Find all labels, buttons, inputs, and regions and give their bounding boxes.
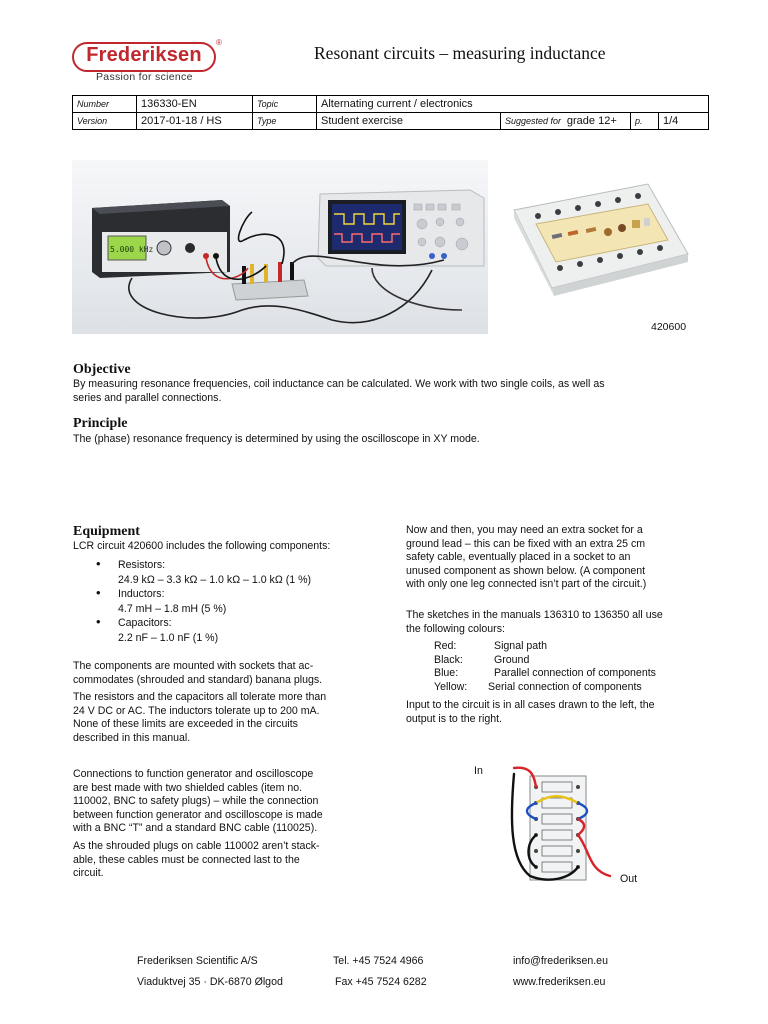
colour-meaning: Serial connection of components	[488, 680, 642, 693]
colour-name: Red:	[434, 640, 457, 652]
colour-name: Blue:	[434, 667, 459, 679]
direction-paragraph	[406, 699, 655, 726]
objective-line: series and parallel connections.	[73, 391, 222, 404]
tolerance-paragraph	[73, 691, 326, 745]
topic-label: Topic	[253, 96, 317, 113]
oscilloscope	[318, 190, 484, 266]
objective-text	[73, 378, 605, 405]
footer-fax: Fax +45 7524 6282	[335, 976, 427, 988]
list-item: • Capacitors:	[96, 616, 311, 631]
suggested-label: Suggested for	[505, 116, 562, 126]
footer-website[interactable]: www.frederiksen.eu	[513, 976, 606, 988]
version-label: Version	[73, 113, 137, 130]
colour-row	[406, 667, 656, 681]
info-row-2	[73, 113, 709, 130]
document-info-table	[72, 95, 709, 130]
document-title: Resonant circuits – measuring inductance	[314, 43, 606, 63]
text-line: The components are mounted with sockets that ac-	[73, 660, 314, 672]
colour-meaning: Parallel connection of components	[494, 667, 656, 679]
colours-intro	[406, 609, 663, 636]
principle-text: The (phase) resonance frequency is determined by using the oscilloscope in XY mode.	[73, 433, 480, 445]
text-line: circuit.	[73, 867, 104, 879]
output-label: Out	[620, 873, 638, 885]
text-line: 24 V DC or AC. The inductors tolerate up to 200 mA.	[73, 704, 320, 717]
colour-legend	[406, 640, 656, 694]
colour-row	[406, 640, 656, 654]
logo-registered-mark: ®	[216, 38, 222, 47]
display-reading: 5.000 kHz	[110, 245, 154, 254]
text-line: ground lead – this can be fixed with an extra 25 cm	[406, 537, 646, 550]
footer-tel: Tel. +45 7524 4966	[333, 955, 424, 967]
colour-name: Yellow:	[434, 680, 468, 693]
text-line: with only one leg connected isn’t part of the circuit.)	[406, 578, 647, 590]
text-line: able, these cables must be connected last to the	[73, 853, 300, 866]
sketch-board	[530, 776, 586, 880]
text-line: As the shrouded plugs on cable 110002 aren’t stack-	[73, 840, 320, 852]
equipment-intro: LCR circuit 420600 includes the following components:	[73, 540, 331, 552]
text-line: between function generator and oscilloscope is made	[73, 808, 323, 821]
suggested-cell	[501, 113, 631, 130]
input-label: In	[474, 765, 483, 777]
extra-socket-paragraph	[406, 524, 646, 592]
plugs-paragraph	[73, 840, 320, 881]
info-row-1	[73, 96, 709, 113]
list-item-detail: 24.9 kΩ – 3.3 kΩ – 1.0 kΩ – 1.0 kΩ (1 %)	[118, 573, 312, 586]
footer-email[interactable]: info@frederiksen.eu	[513, 955, 608, 967]
footer-company: Frederiksen Scientific A/S	[137, 955, 258, 967]
product-number-caption: 420600	[651, 321, 687, 333]
text-line: the following colours:	[406, 622, 505, 635]
suggested-value: grade 12+	[566, 115, 617, 127]
equipment-heading: Equipment	[73, 524, 140, 539]
objective-heading: Objective	[73, 362, 131, 377]
objective-line: By measuring resonance frequencies, coil inductance can be calculated. We work with two single coils, as well as	[73, 378, 605, 390]
connections-paragraph	[73, 768, 323, 836]
principle-heading: Principle	[73, 416, 128, 431]
number-label: Number	[73, 96, 137, 113]
list-item: • Inductors:	[96, 587, 311, 602]
text-line: safety cable, eventually placed in a socket to an	[406, 551, 631, 563]
text-line: None of these limits are exceeded in the circuits	[73, 718, 298, 730]
topic-value: Alternating current / electronics	[317, 96, 709, 113]
list-item-detail: 2.2 nF – 1.0 nF (1 %)	[118, 631, 219, 644]
text-line: output is to the right.	[406, 712, 502, 725]
company-logo	[72, 38, 222, 83]
circuit-sketch	[470, 760, 650, 890]
text-line: The sketches in the manuals 136310 to 136350 all use	[406, 609, 663, 621]
setup-photo	[72, 160, 488, 334]
colour-meaning: Ground	[494, 653, 530, 666]
text-line: commodates (shrouded and standard) banana plugs.	[73, 673, 323, 686]
logo-tagline: Passion for science	[96, 71, 193, 83]
text-line: are best made with two shielded cables (item no.	[73, 781, 303, 794]
text-line: unused component as shown below. (A component	[406, 564, 646, 577]
function-generator	[92, 200, 230, 278]
number-value: 136330-EN	[137, 96, 253, 113]
version-value: 2017-01-18 / HS	[137, 113, 253, 130]
logo-text: Frederiksen	[86, 44, 202, 66]
sockets-paragraph	[73, 660, 322, 687]
colour-name: Black:	[434, 653, 463, 666]
text-line: Connections to function generator and oscilloscope	[73, 768, 314, 780]
text-line: Now and then, you may need an extra socket for a	[406, 524, 643, 536]
page-label: p.	[631, 113, 659, 130]
type-label: Type	[253, 113, 317, 130]
text-line: The resistors and the capacitors all tolerate more than	[73, 691, 327, 703]
text-line: 110002, BNC to safety plugs) – while the connection	[73, 795, 319, 807]
component-list	[96, 558, 311, 645]
type-value: Student exercise	[317, 113, 501, 130]
colour-row	[406, 681, 656, 695]
list-item-detail: 4.7 mH – 1.8 mH (5 %)	[118, 602, 227, 615]
text-line: with a BNC “T” and a standard BNC cable (110025).	[73, 822, 318, 834]
lcr-board-illustration	[508, 170, 692, 310]
setup-illustration	[72, 160, 488, 334]
page-value: 1/4	[659, 113, 709, 130]
lcr-board-photo	[508, 170, 692, 310]
text-line: Input to the circuit is in all cases drawn to the left, the	[406, 699, 655, 711]
footer-address: Viaduktvej 35 · DK-6870 Ølgod	[137, 976, 283, 988]
list-item: • Resistors:	[96, 558, 311, 573]
text-line: described in this manual.	[73, 731, 191, 744]
colour-meaning: Signal path	[494, 640, 548, 652]
colour-row	[406, 654, 656, 668]
